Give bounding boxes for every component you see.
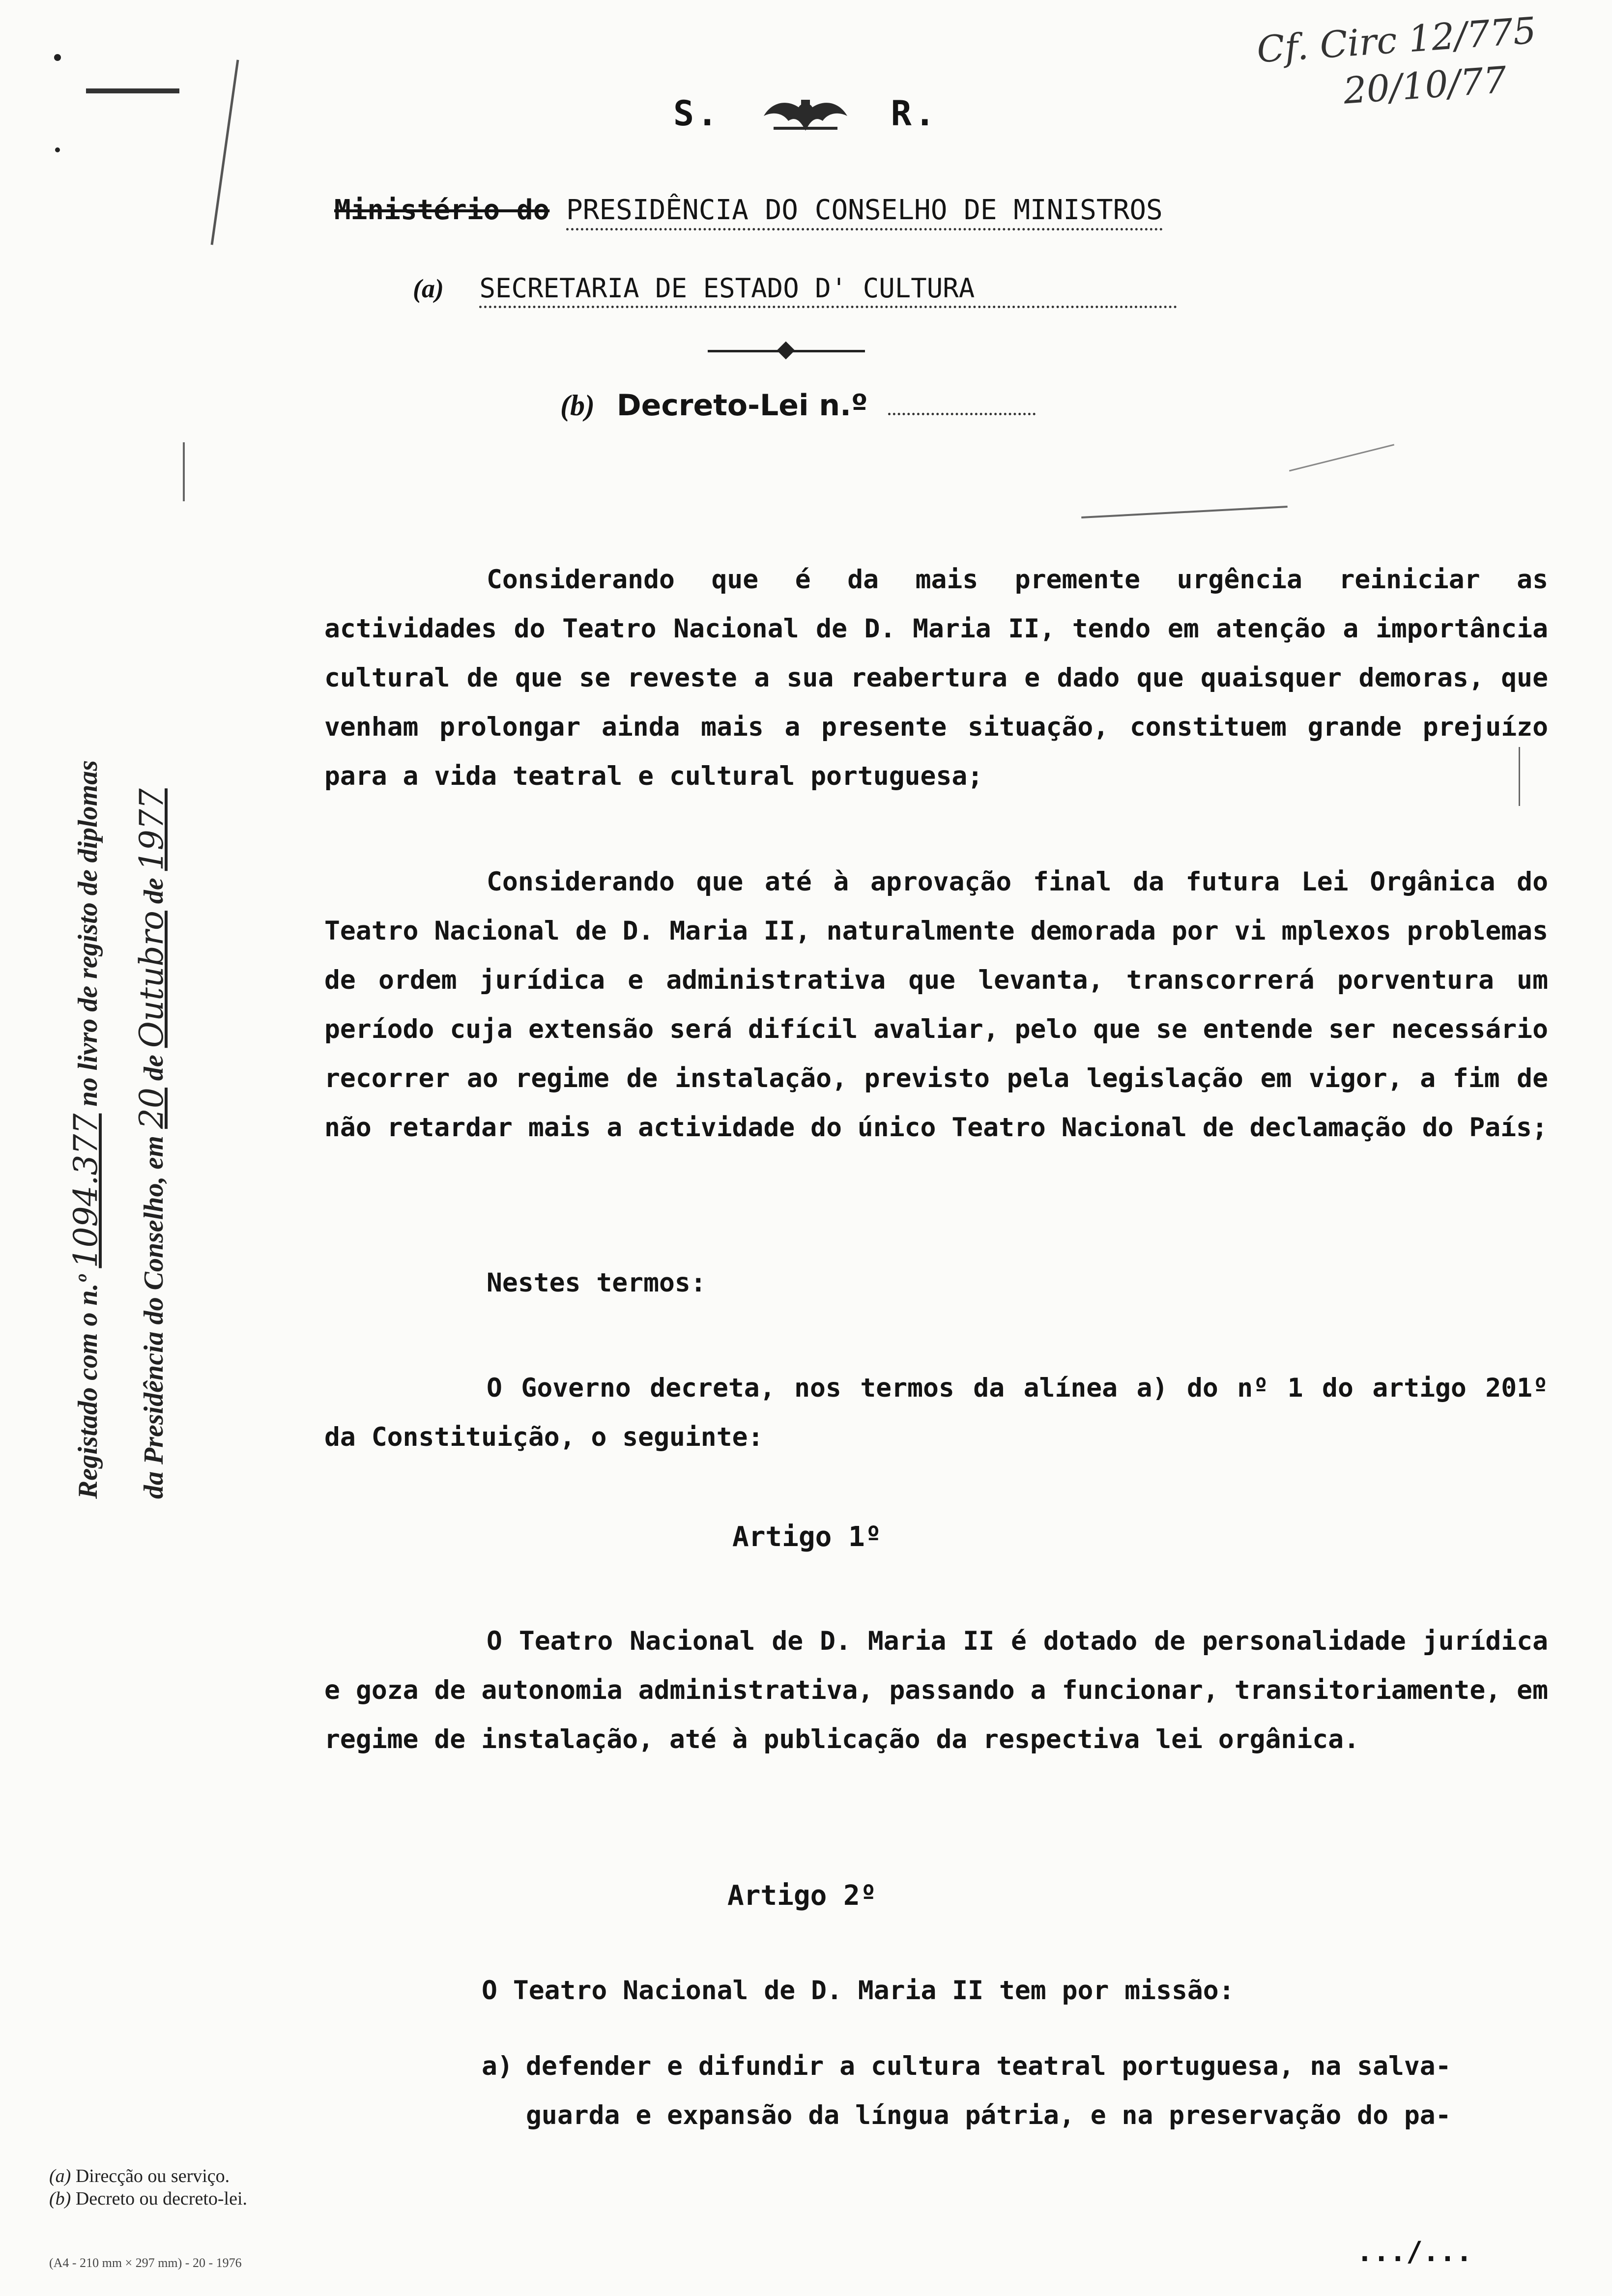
preamble-paragraph-1: Considerando que é da mais premente urgência reiniciar as actividades do Teatro Nacional de D. Maria II, tendo em atenção a importância cultural de que se reveste a sua reabertura e dado que quaisquer demoras, que venham prolongar ainda mais a presente situação, constituem grande prejuízo para a vida teatral e cultural portuguesa; xyxy=(324,565,1548,791)
decree-number-blank xyxy=(888,413,1036,415)
preamble-paragraph-2: Considerando que até à aprovação final da futura Lei Orgânica do Teatro Nacional de D. Maria II, naturalmente demorada por vi mplexos problemas de ordem jurídica e administrativa que levanta, transcorrerá porventura um período cuja extensão será difícil avaliar, pelo que se entende ser necessário recorrer ao regime de instalação, previsto pela legislação em vigor, a fim de não retardar mais a actividade do único Teatro Nacional de declamação do País; xyxy=(324,867,1548,1143)
footnote-marker-a: (a) xyxy=(413,274,444,303)
scan-artifact-line xyxy=(211,60,239,245)
decree-line xyxy=(560,388,1036,423)
scan-artifact-line xyxy=(86,88,179,93)
secretariat-name: SECRETARIA DE ESTADO D' CULTURA xyxy=(479,273,1177,308)
registration-day: 20 xyxy=(133,1088,171,1129)
decree-label: Decreto-Lei n.º xyxy=(616,388,868,423)
secretariat-line xyxy=(413,273,1177,308)
article-1-text: O Teatro Nacional de D. Maria II é dotado de personalidade jurídica e goza de autonomia administrativa, passando a funcionar, transitoriamente, em regime de instalação, até à publicação da respectiva lei orgânica. xyxy=(324,1626,1548,1754)
handwritten-circular-ref: Cf. Circ 12/775 xyxy=(1255,9,1538,71)
registration-number: 1094.377 xyxy=(67,1113,105,1268)
scan-artifact-speck xyxy=(54,54,61,61)
struck-ministry-label: Ministério do xyxy=(334,194,550,226)
footnote-a: (a) Direcção ou serviço. xyxy=(49,2166,230,2186)
coat-of-arms-icon xyxy=(754,94,857,138)
footnote-b: (b) Decreto ou decreto-lei. xyxy=(49,2188,248,2209)
article-2-item-a: a) defender e difundir a cultura teatral portuguesa, na salva- guarda e expansão da língua pátria, e na preservação do pa- xyxy=(482,2042,1509,2140)
article-2-title: Artigo 2º xyxy=(727,1880,877,1912)
registration-line-1: Registado com o n.º 1094.377 no livro de registo de diplomas xyxy=(67,760,105,1499)
nestes-termos: Nestes termos: xyxy=(487,1268,706,1298)
registration-line-2: da Presidência do Conselho, em 20 de Outubro de 1977 xyxy=(133,788,171,1499)
decree-clause: O Governo decreta, nos termos da alínea a) do nº 1 do artigo 201º da Constituição, o seguinte: xyxy=(324,1373,1548,1452)
continuation-mark: .../... xyxy=(1356,2236,1473,2268)
header-letter-s: S. xyxy=(673,93,721,134)
ministry-line xyxy=(334,194,1163,226)
item-a-label: a) xyxy=(482,2051,513,2081)
scan-artifact-line xyxy=(1081,506,1288,518)
divider-diamond-icon xyxy=(777,342,795,360)
footnote-marker-b: (b) xyxy=(560,389,595,422)
handwritten-reference xyxy=(1255,3,1595,121)
ministry-name: PRESIDÊNCIA DO CONSELHO DE MINISTROS xyxy=(566,194,1163,230)
form-reference: (A4 - 210 mm × 297 mm) - 20 - 1976 xyxy=(49,2256,242,2270)
scan-artifact-line xyxy=(183,442,185,501)
registration-year: 1977 xyxy=(133,788,171,871)
article-1-title: Artigo 1º xyxy=(732,1521,882,1553)
footnotes xyxy=(49,2165,247,2210)
article-2-intro: O Teatro Nacional de D. Maria II tem por missão: xyxy=(482,1976,1235,2006)
scan-artifact-speck xyxy=(55,147,60,152)
header-letter-r: R. xyxy=(891,93,938,134)
registration-margin-note xyxy=(54,516,186,1499)
registration-month: Outubro xyxy=(133,911,171,1048)
scan-artifact-line xyxy=(1289,444,1394,471)
handwritten-date: 20/10/77 xyxy=(1342,58,1508,113)
republic-header xyxy=(673,93,938,138)
